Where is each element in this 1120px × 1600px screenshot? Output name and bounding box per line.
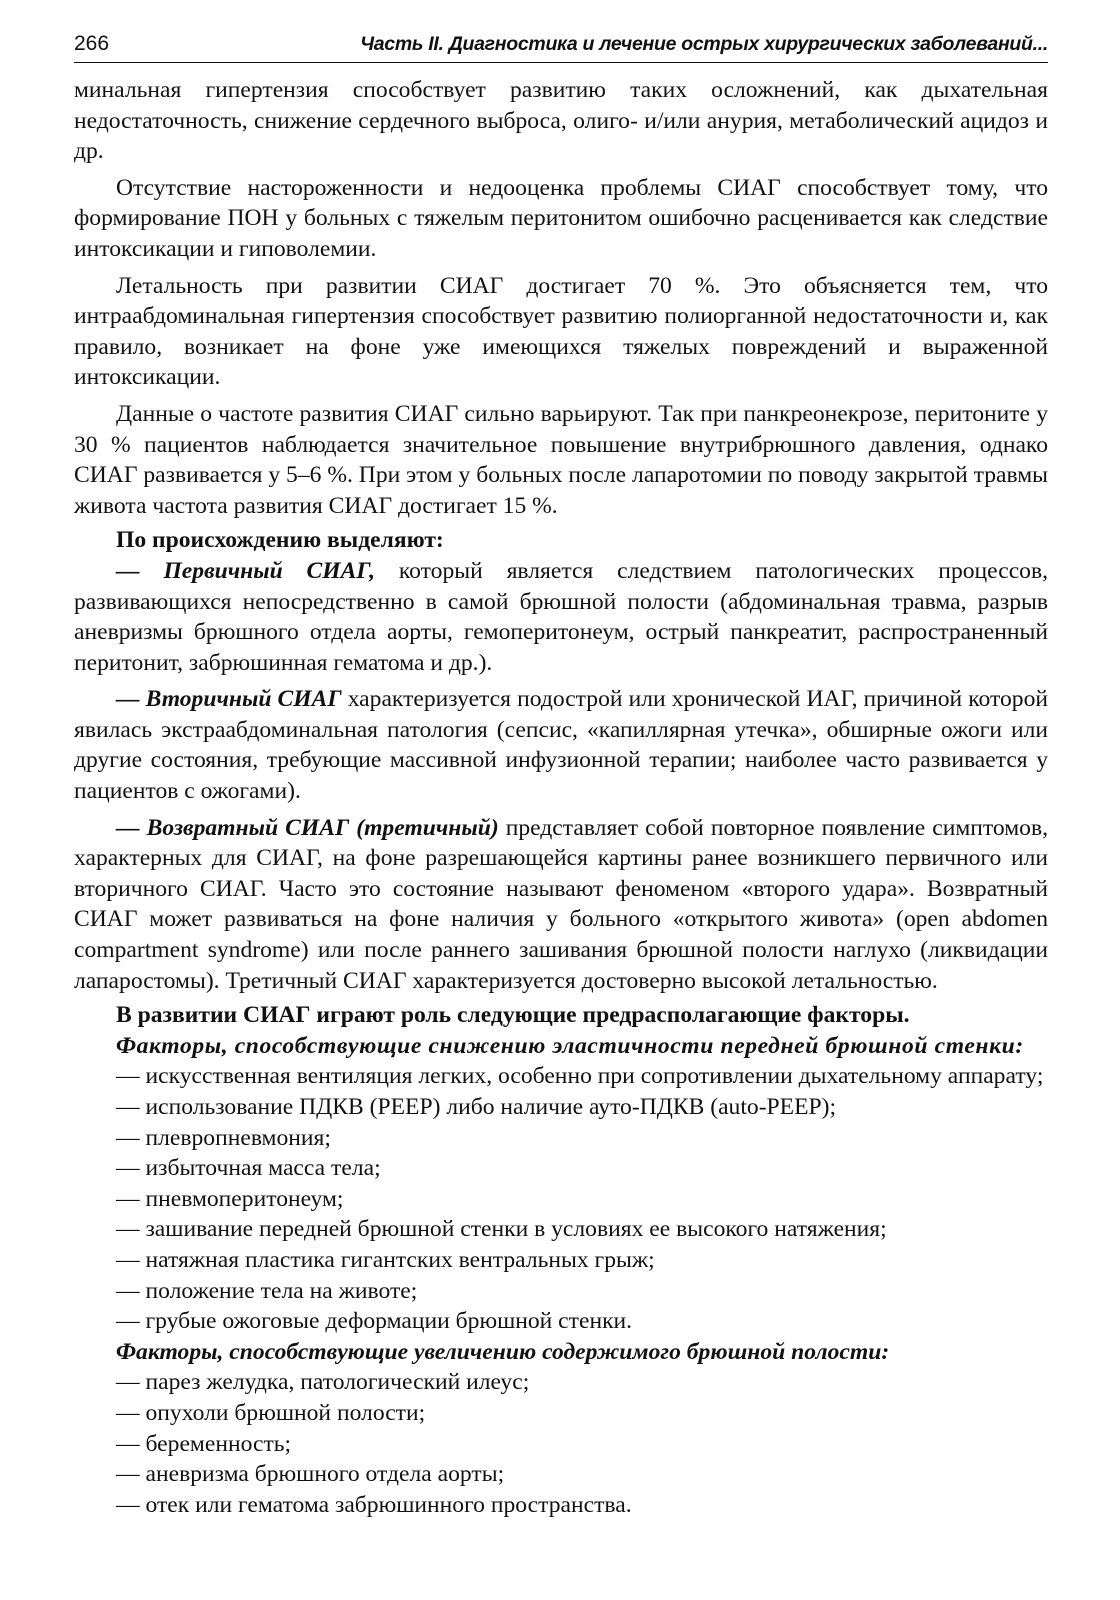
list-item: — аневризма брюшного отдела аорты; — [116, 1461, 505, 1488]
list-item: — плевропневмония; — [116, 1124, 331, 1151]
list-item: — зашивание передней брюшной стенки в условиях ее высокого натяжения; — [116, 1216, 887, 1243]
running-title: Часть II. Диагностика и лечение острых хирургических заболеваний... — [360, 33, 1048, 55]
content-factors-heading: Факторы, способствующие увеличению содержимого брюшной полости: — [116, 1338, 890, 1365]
page-header — [74, 30, 1048, 63]
content-factors-list — [74, 1367, 1048, 1520]
list-item: — избыточная масса тела; — [116, 1155, 381, 1182]
factors-heading: В развитии СИАГ играют роль следующие предрасполагающие факторы. — [116, 1002, 910, 1029]
list-item: — отек или гематома забрюшинного пространства. — [116, 1491, 632, 1518]
secondary-syndrome-term: — Вторичный СИАГ — [116, 686, 342, 713]
list-item: — грубые ожоговые деформации брюшной стенки. — [116, 1308, 633, 1335]
paragraph-4: Данные о частоте развития СИАГ сильно варьируют. Так при панкреонекрозе, перитоните у 30 % пациентов наблюдается значительное повышение внутрибрюшного давления, однако СИАГ развивается у 5–6 %. При этом у больных после лапаротомии по поводу закрытой травмы живота частота развития СИАГ достигает 15 %. — [74, 400, 1048, 519]
list-item: — пневмоперитонеум; — [116, 1185, 344, 1212]
list-item: — беременность; — [116, 1430, 292, 1457]
wall-factors-list — [74, 1061, 1048, 1336]
list-item: — искусственная вентиляция легких, особенно при сопротивлении дыхательному аппарату; — [116, 1063, 1044, 1090]
paragraph-3: Летальность при развитии СИАГ достигает 70 %. Это объясняется тем, что интраабдоминальная гипертензия способствует развитию полиорганной недостаточности и, как правило, возникает на фоне уже имеющихся тяжелых повреждений и выраженной интоксикации. — [74, 272, 1048, 391]
secondary-syndrome-paragraph — [74, 684, 1048, 806]
origin-heading: По происхождению выделяют: — [116, 527, 444, 554]
list-item: — положение тела на животе; — [116, 1277, 418, 1304]
primary-syndrome-term: — Первичный СИАГ, — [116, 557, 376, 584]
primary-syndrome-paragraph — [74, 556, 1048, 678]
list-item: — опухоли брюшной полости; — [116, 1399, 426, 1426]
primary-syndrome-text: который является следствием патологических процессов, развивающихся непосредственно в самой брюшной полости (абдоминальная травма, разрыв аневризмы брюшного отдела аорты, гемоперитонеум, острый панкреатит, распространенный перитонит, забрюшинная гематома и др.). — [74, 557, 1048, 676]
list-item: — использование ПДКВ (PEEP) либо наличие ауто-ПДКВ (auto-PEEP); — [116, 1094, 837, 1120]
secondary-syndrome-text: характеризуется подострой или хронической ИАГ, причиной которой явилась экстраабдоминальная патология (сепсис, «капиллярная утечка», обширные ожоги или другие состояния, требующие массивной инфузионной терапии; наиболее часто развивается у пациентов с ожогами). — [74, 686, 1048, 805]
list-item: — парез желудка, патологический илеус; — [116, 1369, 530, 1396]
recurrent-syndrome-paragraph — [74, 813, 1048, 997]
wall-factors-heading: Факторы, способствующие снижению эластичности передней брюшной стенки: — [116, 1032, 1024, 1059]
recurrent-syndrome-text: представляет собой повторное появление симптомов, характерных для СИАГ, на фоне разрешающейся картины ранее возникшего первичного или вторичного СИАГ. Часто это состояние называют феноменом «второго удара». Возвратный СИАГ может развиваться на фоне наличия у больного «открытого живота» (open abdomen compartment syndrome) или после раннего зашивания брюшной полости наглухо (ликвидации лапаростомы). Третичный СИАГ характеризуется достоверно высокой летальностью. — [74, 814, 1048, 994]
page-number: 266 — [74, 32, 110, 55]
list-item: — натяжная пластика гигантских вентральных грыж; — [116, 1246, 655, 1273]
paragraph-2: Отсутствие настороженности и недооценка проблемы СИАГ способствует тому, что формирование ПОН у больных с тяжелым перитонитом ошибочно расценивается как следствие интоксикации и гиповолемии. — [74, 174, 1048, 262]
recurrent-syndrome-term: — Возвратный СИАГ (третичный) — [116, 814, 499, 841]
paragraph-1: минальная гипертензия способствует развитию таких осложнений, как дыхательная недостаточность, снижение сердечного выброса, олиго- и/или анурия, метаболический ацидоз и др. — [74, 77, 1048, 165]
